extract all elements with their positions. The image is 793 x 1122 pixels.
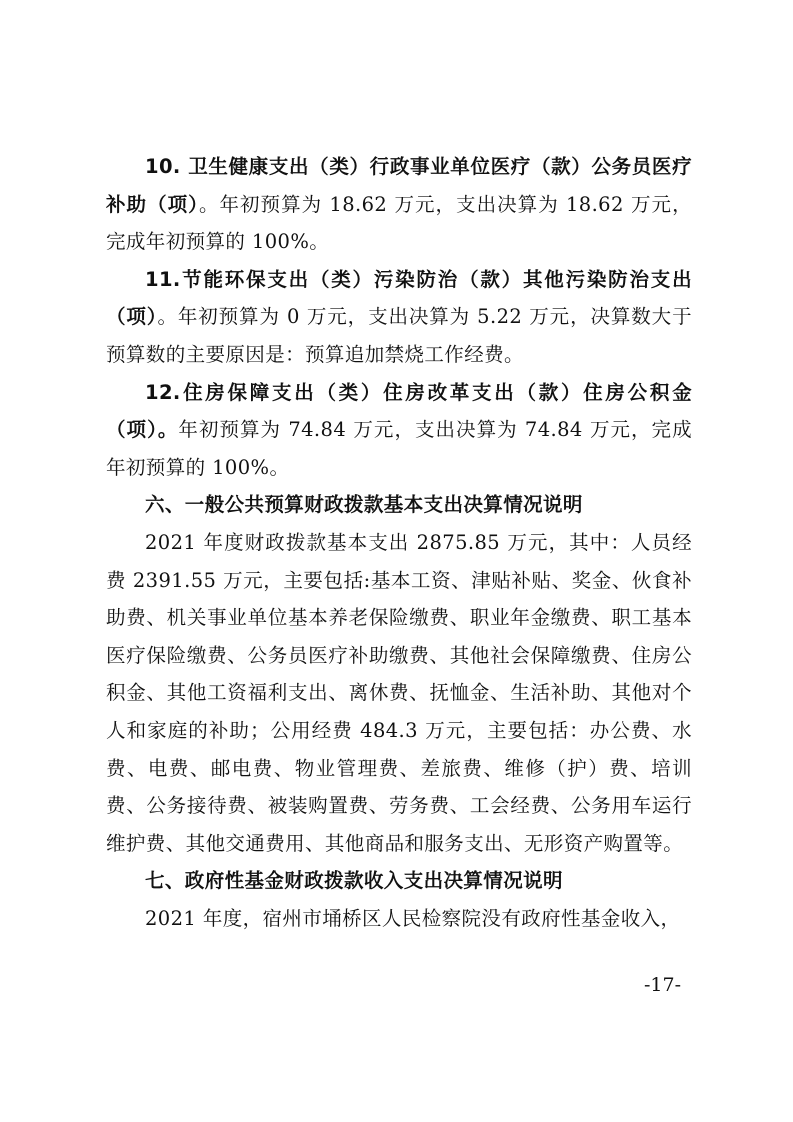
- page-number: -17-: [643, 974, 681, 996]
- item-12-text: 年初预算为 74.84 万元，支出决算为 74.84 万元，完成年初预算的 100%。: [106, 418, 692, 479]
- item-11-paragraph: [106, 261, 692, 374]
- section-6-heading: 六、一般公共预算财政拨款基本支出决算情况说明: [145, 493, 583, 517]
- item-10-text: 。年初预算为 18.62 万元，支出决算为 18.62 万元，完成年初预算的 100%。: [106, 192, 692, 254]
- page-content: [106, 148, 692, 937]
- item-11-text: 。年初预算为 0 万元，支出决算为 5.22 万元，决算数大于预算数的主要原因是：预算追加禁烧工作经费。: [106, 305, 692, 366]
- item-10-paragraph: [106, 148, 692, 261]
- item-12-paragraph: [106, 374, 692, 487]
- item-12-title: 12.住房保障支出（类）住房改革支出（款）住房公积金（项）。: [106, 380, 692, 442]
- item-10-title: 10. 卫生健康支出（类）行政事业单位医疗（款）公务员医疗补助（项）: [106, 155, 692, 216]
- section-7-body: 2021 年度，宿州市埇桥区人民检察院没有政府性基金收入，: [145, 906, 681, 930]
- item-11-title: 11.节能环保支出（类）污染防治（款）其他污染防治支出（项）: [106, 267, 692, 329]
- section-7-heading: 七、政府性基金财政拨款收入支出决算情况说明: [145, 869, 563, 893]
- section-6-body: 2021 年度财政拨款基本支出 2875.85 万元，其中：人员经费 2391.55 万元，主要包括:基本工资、津贴补贴、奖金、伙食补助费、机关事业单位基本养老保险缴费、职业年金缴费、职工基本医疗保险缴费、公务员医疗补助缴费、其他社会保障缴费、住房公积金、其他工资福利支出、离休费、抚恤金、生活补助、其他对个人和家庭的补助；公用经费 484.3 万元，主要包括：办公费、水费、电费、邮电费、物业管理费、差旅费、维修（护）费、培训费、公务接待费、被装购置费、劳务费、工会经费、公务用车运行维护费、其他交通费用、其他商品和服务支出、无形资产购置等。: [106, 530, 692, 855]
